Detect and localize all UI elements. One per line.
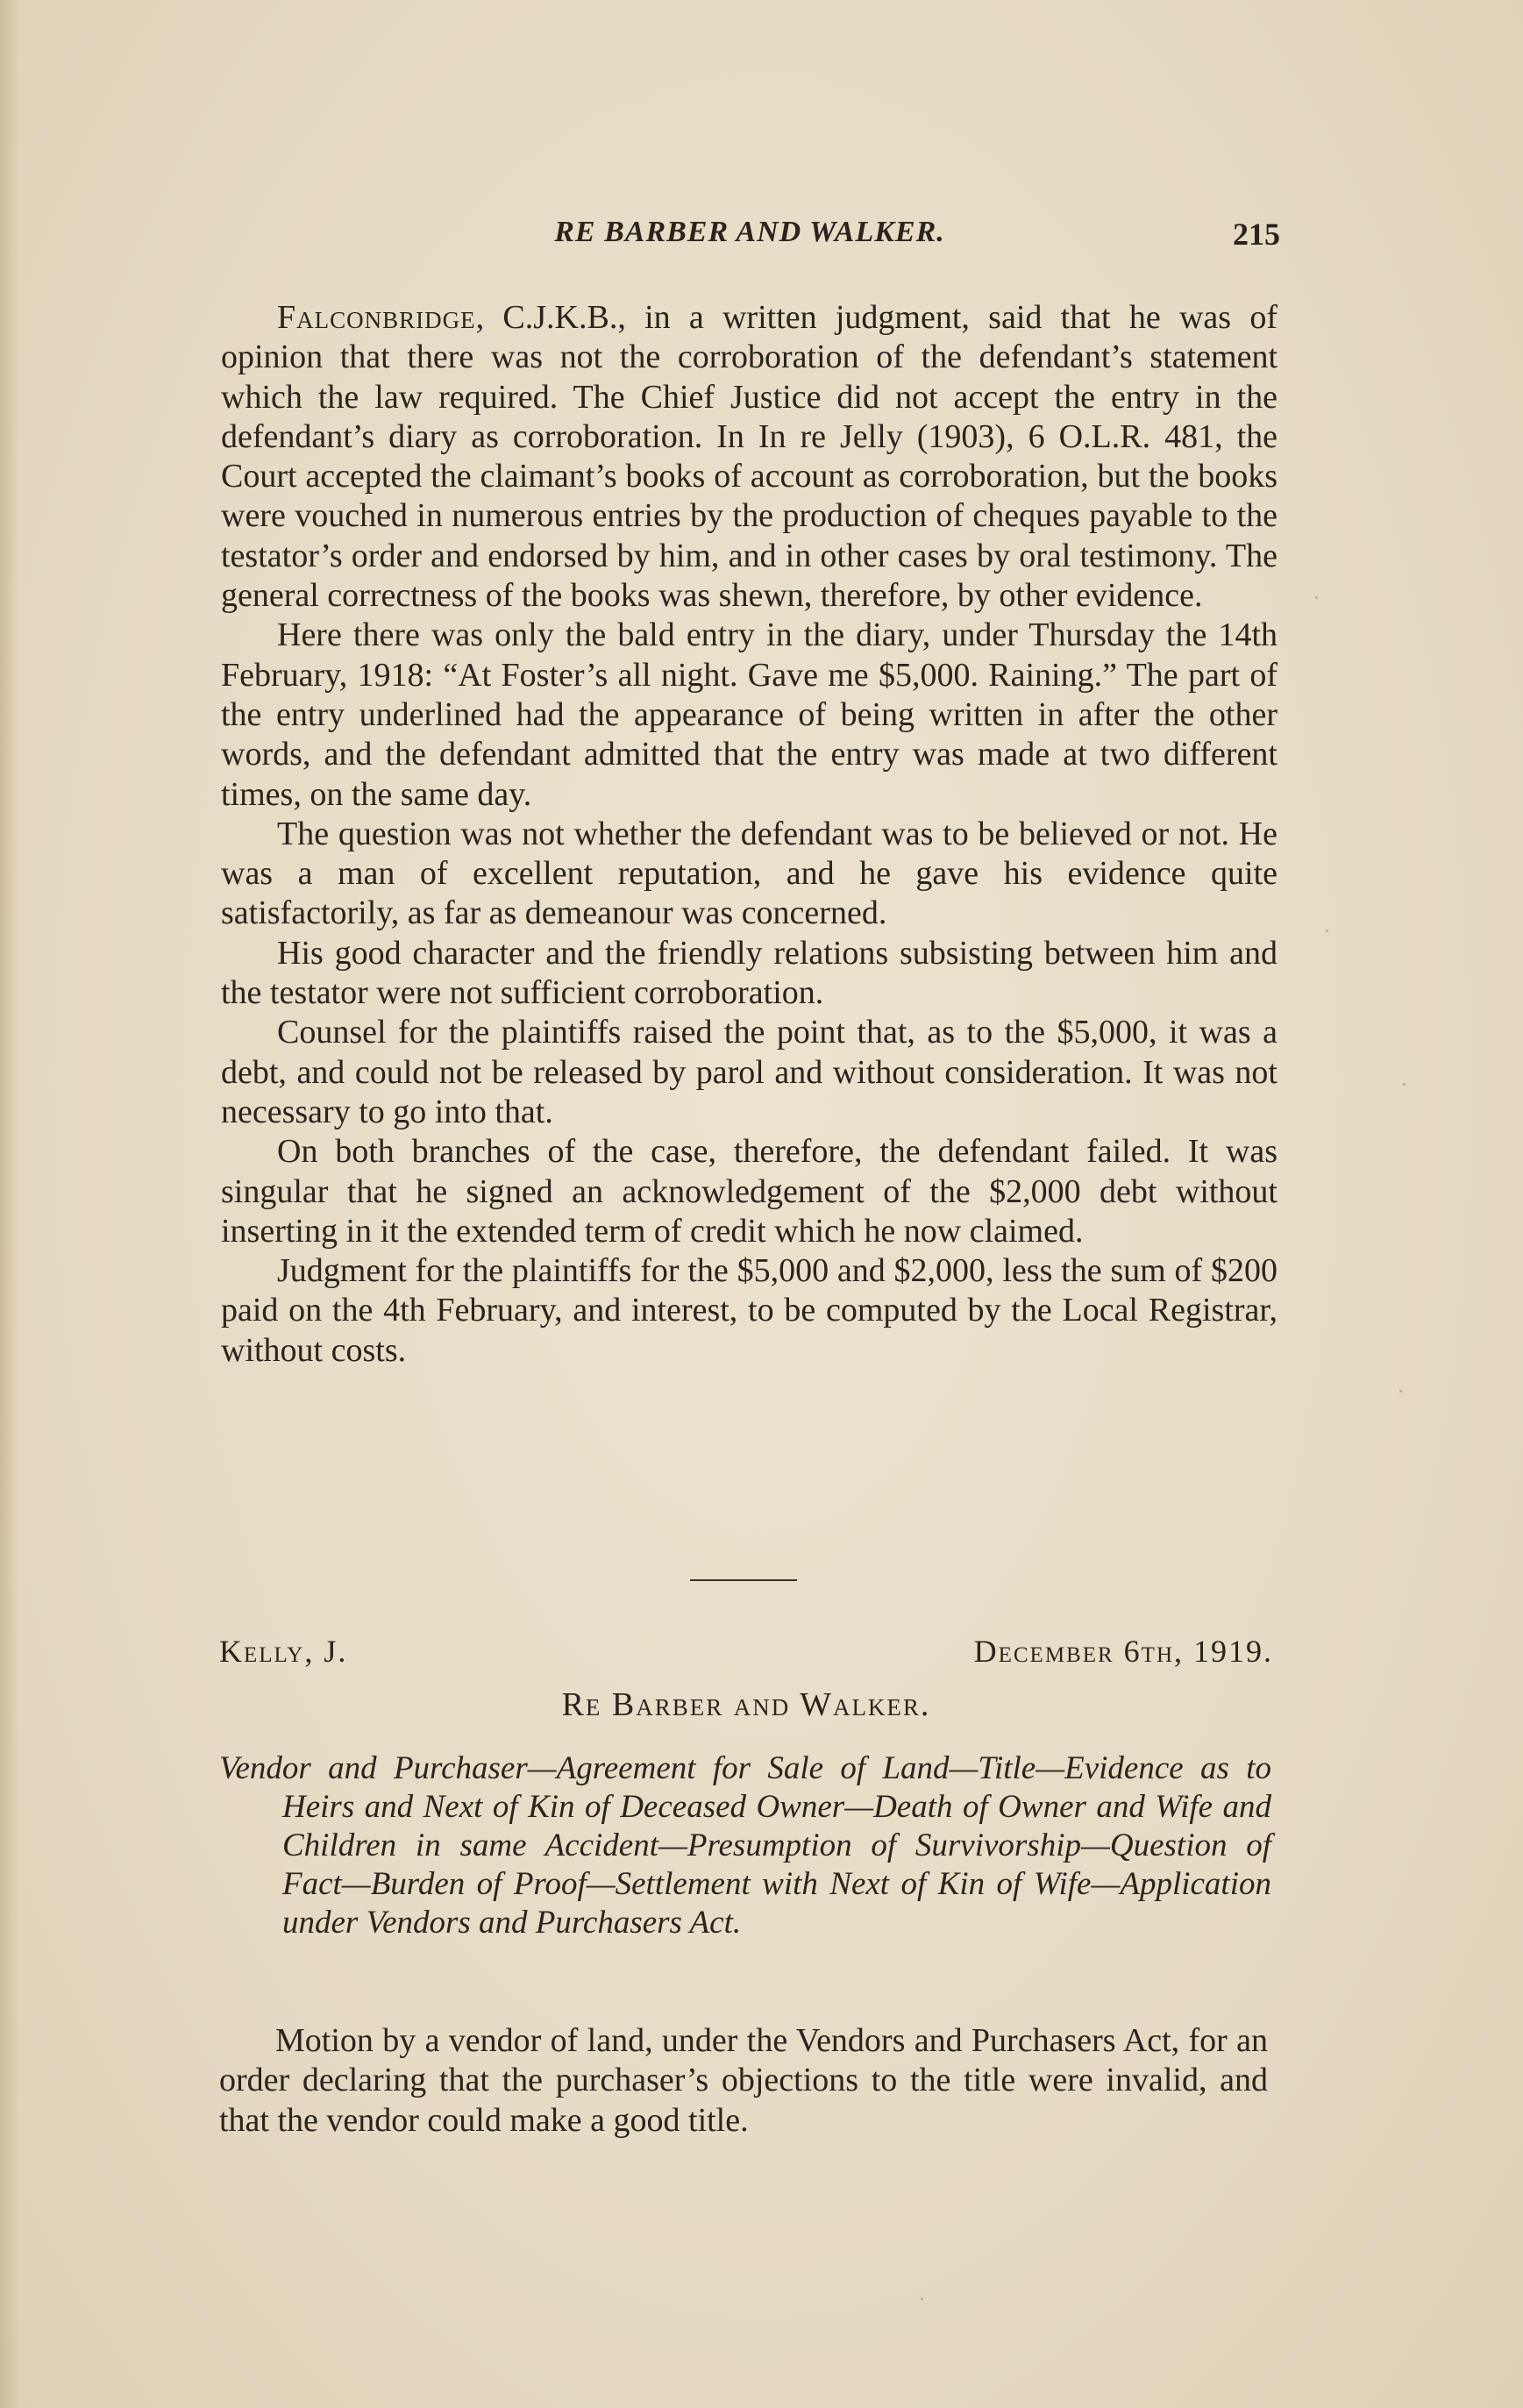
paper-speck	[1315, 596, 1318, 599]
judgment-body	[221, 298, 1277, 1371]
case-date: December 6th, 1919.	[973, 1634, 1273, 1669]
paragraph: On both branches of the case, therefore, the defendant failed. It was singular that he signed an acknowledgement of the $2,000 debt without inserting in it the extended term of credit which he now claimed.	[221, 1133, 1277, 1250]
page-number: 215	[1233, 217, 1280, 252]
paragraph: Judgment for the plaintiffs for the $5,000 and $2,000, less the sum of $200 paid on the 4th February, and interest, to be computed by the Local Registrar, without costs.	[221, 1252, 1277, 1369]
case-byline	[219, 1633, 1273, 1675]
paragraph: Motion by a vendor of land, under the Vendors and Purchasers Act, for an order declaring that the purchaser’s objections to the title were invalid, and that the vendor could make a good title.	[219, 2022, 1268, 2139]
running-title: RE BARBER AND WALKER.	[554, 216, 945, 248]
paper-speck	[921, 2298, 923, 2300]
running-header	[219, 216, 1280, 260]
paper-speck	[1403, 1083, 1406, 1086]
paragraph	[221, 298, 1277, 616]
judge-name: Kelly, J.	[219, 1634, 348, 1669]
paper-speck	[1399, 1390, 1402, 1393]
paragraph-text: , C.J.K.B., in a written judgment, said that he was of opinion that there was not the corroboration of the defendant’s statement which the law required. The Chief Justice did not accept the entry in the defendant’s diary as corroboration. In In re Jelly (1903), 6 O.L.R. 481, the Court accepted the claimant’s books of account as corroboration, but the books were vouched in numerous entries by the production of cheques payable to the testator’s order and endorsed by him, and in other cases by oral testimony. The general correctness of the books was shewn, therefore, by other evidence.	[221, 299, 1277, 615]
paragraph: His good character and the friendly relations subsisting between him and the testator were not sufficient corroboration.	[221, 934, 1277, 1012]
section-divider	[690, 1579, 797, 1581]
motion-paragraph	[219, 2021, 1268, 2141]
paragraph: Counsel for the plaintiffs raised the point that, as to the $5,000, it was a debt, and could not be released by parol and without consideration. It was not necessary to go into that.	[221, 1014, 1277, 1130]
paper-speck	[1326, 930, 1328, 932]
page-edge-shadow	[0, 0, 19, 2408]
paragraph: Here there was only the bald entry in the diary, under Thursday the 14th February, 1918: “At Foster’s all night. Gave me $5,000. Raining.” The part of the entry underlined had the appearance of being written in after the other words, and the defendant admitted that the entry was made at two different times, on the same day.	[221, 616, 1277, 813]
headnote: Vendor and Purchaser—Agreement for Sale of Land—Title—Evidence as to Heirs and Next of Kin of Deceased Owner—Death of Owner and Wife and Children in same Accident—Presumption of Survivorship—Question of Fact—Burden of Proof—Settlement with Next of Kin of Wife—Application under Vendors and Purchasers Act.	[219, 1750, 1271, 1941]
paragraph: The question was not whether the defendant was to be believed or not. He was a man of excellent reputation, and he gave his evidence quite satisfactorily, as far as demeanour was concerned.	[221, 815, 1277, 932]
judge-lead-name: Falconbridge	[277, 299, 476, 336]
case-title: Re Barber and Walker.	[561, 1686, 931, 1723]
